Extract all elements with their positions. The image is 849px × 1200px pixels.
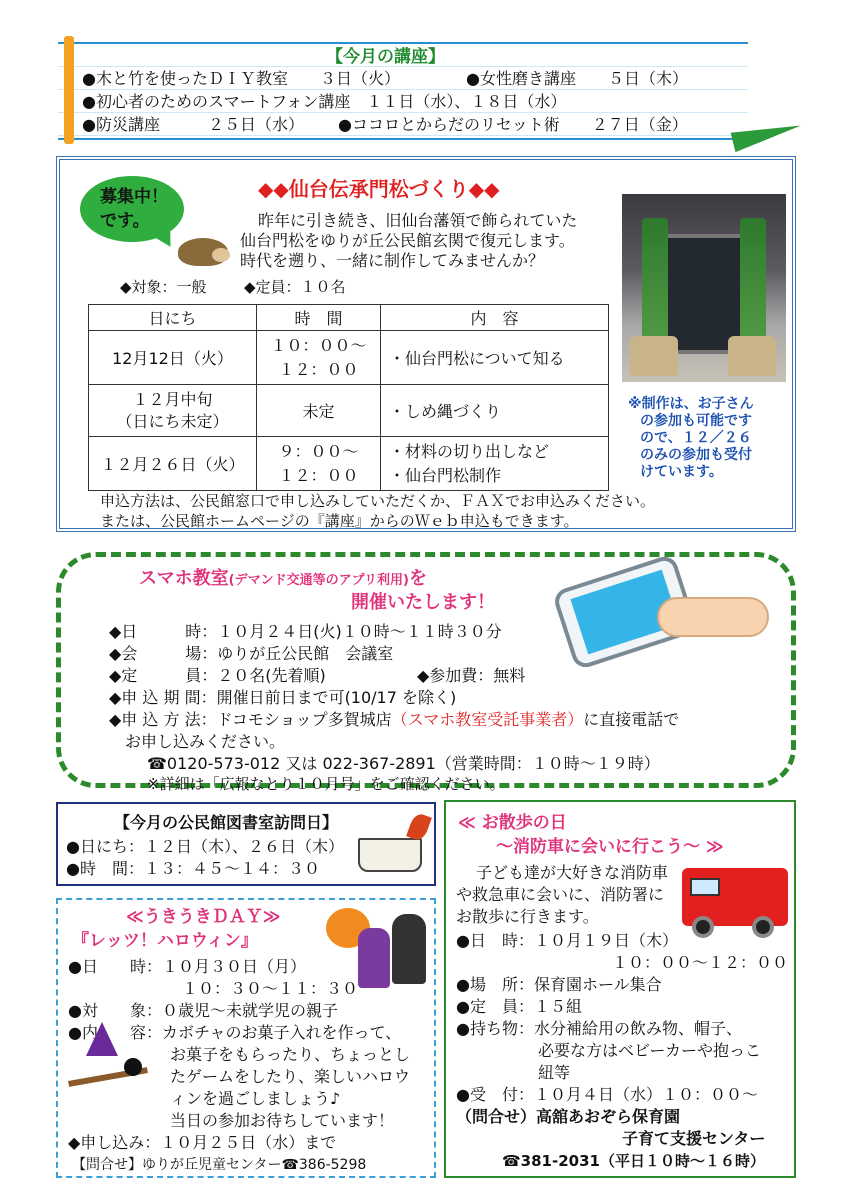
schedule-table	[88, 304, 609, 491]
smaho-capacity: ◆定 員：２０名(先着順)	[109, 666, 326, 685]
lecture-item: ●木と竹を使ったＤＩＹ教室 ３日（火）	[82, 69, 400, 88]
row-content: ・材料の切り出しなど	[389, 441, 550, 461]
photo-note: ※制作は、お子さん	[628, 396, 754, 412]
smaho-title: スマホ教室	[139, 568, 229, 589]
badge-line: です。	[100, 211, 150, 231]
row-content: ・仙台門松について知る	[389, 349, 565, 368]
row-time: ９：００～	[278, 441, 359, 461]
smaho-method-end: に直接電話で	[583, 710, 680, 729]
row-time: １０：００～	[270, 335, 367, 355]
library-section	[56, 802, 436, 886]
smaho-date: ◆日 時：１０月２４日(火)１０時～１１時３０分	[109, 622, 502, 641]
library-title: 【今月の公民館図書室訪問日】	[114, 813, 339, 832]
halloween-content: お菓子をもらったり、ちょっとし	[170, 1045, 411, 1064]
row-date: （日にち未定）	[116, 411, 229, 431]
smaho-title-wo: を	[409, 568, 428, 589]
apply-line: 申込方法は、公民館窓口で申し込みしていただくか、ＦＡＸでお申込みください。	[100, 492, 656, 510]
witch-child-icon	[358, 928, 390, 988]
smaho-venue: ◆会 場：ゆりが丘公民館 会議室	[109, 644, 394, 663]
black-cat-icon	[124, 1058, 142, 1076]
kadomatsu-photo	[622, 194, 786, 382]
walk-intro: お散歩に行きます。	[456, 907, 599, 926]
row-time: １２：００	[278, 359, 359, 379]
halloween-content: 当日の参加お待ちしています！	[170, 1111, 395, 1130]
capacity-info: ◆定員：１０名	[244, 278, 346, 296]
leaf-icon	[406, 812, 432, 843]
walk-intro: 子ども達が大好きな消防車	[476, 863, 669, 882]
photo-note: のみの参加も受付	[640, 447, 752, 463]
smaho-phone: ☎0120-573-012 又は 022-367-2891（営業時間：１０時～１９時）	[147, 754, 660, 773]
halloween-contact: 【問合せ】ゆりが丘児童センター☎386-5298	[72, 1157, 367, 1173]
kadomatsu-base	[728, 336, 776, 376]
walk-contact: 子育て支援センター	[622, 1129, 766, 1148]
header-content: 内 容	[381, 305, 609, 331]
halloween-apply: ◆申し込み：１０月２５日（水）まで	[68, 1133, 337, 1152]
fire-truck-icon	[682, 868, 788, 926]
walk-title: ≪ お散歩の日	[458, 813, 567, 833]
photo-note: けています。	[640, 464, 723, 480]
intro-line: 時代を遡り、一緒に制作してみませんか？	[240, 251, 545, 270]
row-content: ・しめ縄づくり	[389, 402, 502, 421]
table-row	[89, 331, 609, 385]
book-icon	[358, 838, 422, 872]
cat-costume-child-icon	[392, 914, 426, 984]
walk-reception: ●受 付：１０月４日（水）１０：００～	[456, 1085, 758, 1104]
witch-on-broom-icon	[68, 1022, 148, 1092]
row-time: １２：００	[278, 465, 359, 485]
library-time: ●時 間：１３：４５～１４：３０	[66, 859, 320, 878]
walk-items: 紐等	[538, 1063, 571, 1082]
halloween-content: ィンを過ごしましょう♪	[170, 1089, 341, 1108]
row-date: １２月中旬	[132, 389, 213, 409]
walk-contact: （問合せ）高舘あおぞら保育園	[456, 1107, 681, 1126]
table-row	[89, 385, 609, 437]
badge-line: 募集中！	[100, 187, 168, 207]
smaho-detail: ※詳細は「広報なとり１０月号」をご確認ください。	[147, 775, 505, 793]
walk-date: ●日 時：１０月１９日（木）	[456, 931, 678, 950]
target-info: ◆対象：一般	[120, 278, 207, 296]
lectures-title: 【今月の講座】	[326, 47, 445, 67]
walk-capacity: ●定 員：１５組	[456, 997, 582, 1016]
walk-place: ●場 所：保育園ホール集合	[456, 975, 662, 994]
row-date: 12月12日（火）	[112, 349, 233, 368]
row-content: ・仙台門松制作	[389, 465, 502, 485]
halloween-content: たゲームをしたり、楽しいハロウ	[170, 1067, 411, 1086]
halloween-section	[56, 898, 436, 1178]
lecture-item: ●女性磨き講座 ５日（木）	[466, 69, 688, 88]
smartphone-class-section	[56, 552, 796, 793]
intro-line: 昨年に引き続き、旧仙台藩領で飾られていた	[258, 211, 578, 230]
smaho-contractor: （スマホ教室受託事業者）	[391, 710, 584, 729]
library-dates: ●日にち：１２日（木）、２６日（木）	[66, 837, 344, 856]
intro-line: 仙台門松をゆりが丘公民館玄関で復元します。	[240, 231, 575, 250]
row-date: １２月２６日（火）	[100, 455, 245, 474]
walk-subtitle: ～消防車に会いに行こう～ ≫	[496, 837, 724, 857]
walk-items: ●持ち物：水分補給用の飲み物、帽子、	[456, 1019, 742, 1038]
header-date: 日にち	[89, 305, 257, 331]
lecture-item: ●初心者のためのスマートフォン講座 １１日（水）、１８日（水）	[82, 92, 567, 111]
photo-note: ので、１２／２６	[640, 430, 752, 446]
lecture-item: ●ココロとからだのリセット術 ２７日（金）	[338, 115, 688, 134]
halloween-content: ●内 容：カボチャのお菓子入れを作って、	[68, 1023, 402, 1042]
hedgehog-icon	[178, 238, 228, 266]
lectures-section	[58, 36, 802, 136]
pencil-eraser	[64, 36, 74, 144]
halloween-target: ●対 象：０歳児～未就学児の親子	[68, 1001, 338, 1020]
smaho-title-2: 開催いたします！	[351, 592, 495, 613]
smaho-fee: ◆参加費：無料	[417, 666, 526, 685]
walk-phone: ☎381-2031（平日１０時～１６時）	[502, 1152, 765, 1170]
row-time: 未定	[302, 402, 335, 421]
smaho-period: ◆申 込 期 間：開催日前日まで可(10/17 を除く)	[109, 688, 457, 707]
kadomatsu-title: ◆◆仙台伝承門松づくり◆◆	[258, 177, 500, 201]
table-row	[89, 437, 609, 491]
walk-section	[444, 800, 796, 1178]
header-time: 時 間	[257, 305, 381, 331]
smaho-title-sub: (デマンド交通等のアプリ利用)	[228, 573, 410, 588]
kadomatsu-section	[56, 156, 796, 532]
kadomatsu-base	[630, 336, 678, 376]
halloween-time: １０：３０～１１：３０	[182, 979, 359, 998]
table-header-row	[89, 305, 609, 331]
smaho-method-2: お申し込みください。	[125, 732, 286, 751]
lecture-item: ●防災講座 ２５日（水）	[82, 115, 304, 134]
halloween-title: ≪うきうきＤＡＹ≫	[126, 907, 281, 927]
walk-items: 必要な方はベビーカーや抱っこ	[538, 1041, 762, 1060]
walk-time: １０：００～１２：００	[612, 953, 789, 972]
photo-note: の参加も可能です	[640, 413, 752, 429]
halloween-date: ●日 時：１０月３０日（月）	[68, 957, 306, 976]
apply-line: または、公民館ホームページの『講座』からのＷｅｂ申込もできます。	[100, 512, 579, 530]
smaho-method: ◆申 込 方 法：ドコモショップ多賀城店	[109, 710, 392, 729]
walk-intro: や救急車に会いに、消防署に	[456, 885, 665, 904]
halloween-subtitle: 『レッツ！ハロウィン』	[72, 931, 258, 951]
hand-icon	[657, 597, 769, 637]
